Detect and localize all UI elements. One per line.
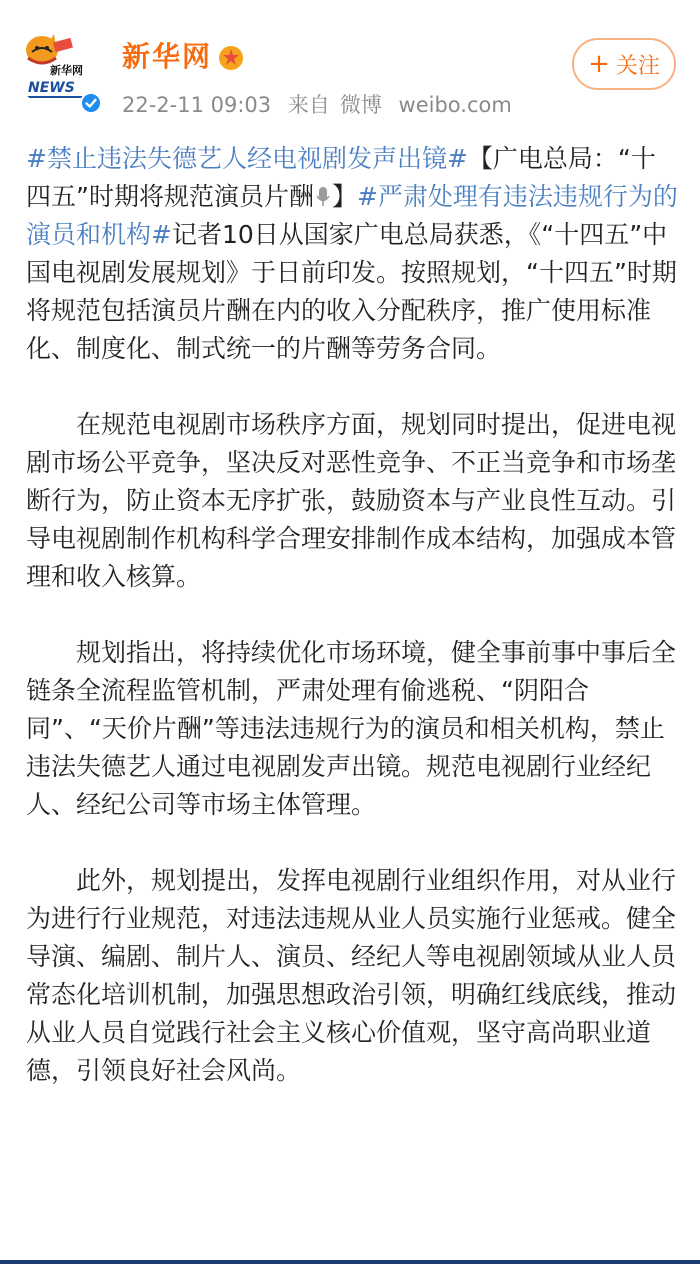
post-meta xyxy=(122,92,522,118)
svg-text:NEWS: NEWS xyxy=(28,80,75,96)
follow-label: 关注 xyxy=(615,53,660,79)
hashtag-link[interactable]: #禁止违法失德艺人经电视剧发声出镜# xyxy=(26,144,468,173)
paragraph-1-body: 记者10日从国家广电总局获悉，《“十四五”中国电视剧发展规划》于日前印发。按照规划，“十四五”时期将规范包括演员片酬在内的收入分配秩序，推广使用标准化、制度化、制式统一的片酬等劳务合同。 xyxy=(26,220,677,363)
source-prefix: 来自 xyxy=(287,93,330,117)
emblem-icon xyxy=(218,45,244,71)
paragraph-2: 在规范电视剧市场秩序方面，规划同时提出，促进电视剧市场公平竞争，坚决反对恶性竞争、不正当竞争和市场垄断行为，防止资本无序扩张，鼓励资本与产业良性互动。引导电视剧制作机构科学合理安排制作成本结构，加强成本管理和收入核算。 xyxy=(26,410,677,591)
post-date: 22-2-11 09:03 xyxy=(122,93,272,117)
plus-icon: + xyxy=(588,49,610,79)
bracket-close: 】 xyxy=(331,182,357,211)
follow-button[interactable] xyxy=(572,38,676,90)
post-header xyxy=(0,0,700,130)
post-content xyxy=(26,140,678,1090)
microphone-icon xyxy=(316,186,330,208)
source-domain: weibo.com xyxy=(398,93,512,117)
bottom-bar xyxy=(0,1260,700,1264)
paragraph-3: 规划指出，将持续优化市场环境，健全事前事中事后全链条全流程监管机制，严肃处理有偷逃税、“阴阳合同”、“天价片酬”等违法违规行为的演员和相关机构，禁止违法失德艺人通过电视剧发声出镜。规范电视剧行业经纪人、经纪公司等市场主体管理。 xyxy=(26,638,677,819)
verified-badge-icon xyxy=(80,92,102,114)
svg-text:新华网: 新华网 xyxy=(50,64,83,77)
author-name[interactable]: 新华网 xyxy=(122,40,213,73)
paragraph-1 xyxy=(26,140,678,368)
source-app[interactable]: 微博 xyxy=(339,93,382,117)
bracket-title: 【广电总局：“十四五”时期将规范演员片酬 xyxy=(26,144,656,211)
paragraph-4: 此外，规划提出，发挥电视剧行业组织作用，对从业行为进行行业规范，对违法违规从业人员实施行业惩戒。健全导演、编剧、制片人、演员、经纪人等电视剧领域从业人员常态化培训机制，加强思想政治引领，明确红线底线，推动从业人员自觉践行社会主义核心价值观，坚守高尚职业道德，引领良好社会风尚。 xyxy=(26,866,677,1085)
hashtag-link[interactable]: #严肃处理有违法违规行为的演员和机构# xyxy=(26,182,678,249)
